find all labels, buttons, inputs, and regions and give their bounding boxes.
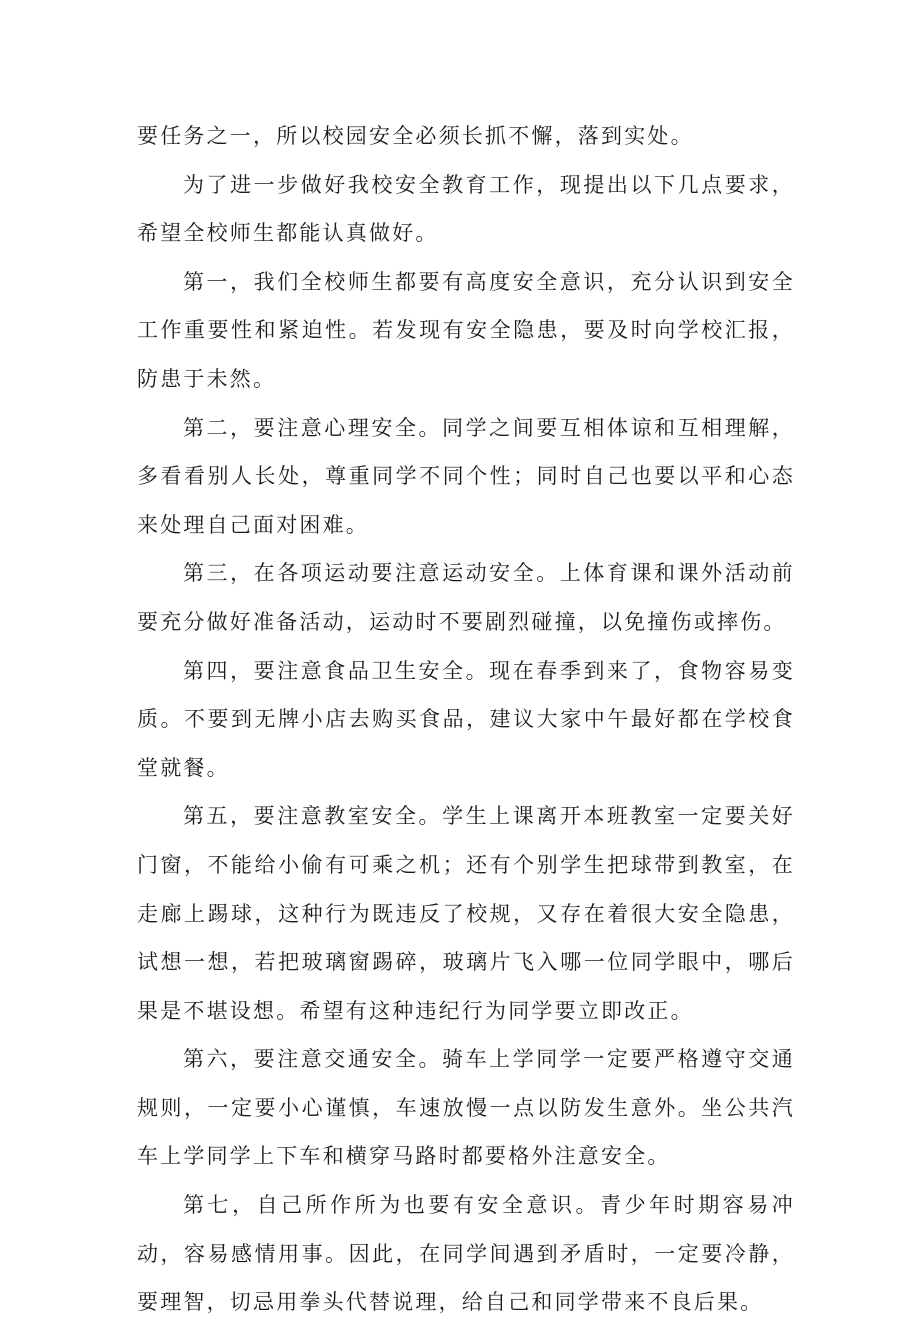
paragraph-item-4: 第四，要注意食品卫生安全。现在春季到来了，食物容易变质。不要到无牌小店去购买食品，建议大家中午最好都在学校食堂就餐。 [137,658,795,780]
paragraph-item-2: 第二，要注意心理安全。同学之间要互相体谅和互相理解，多看看别人长处，尊重同学不同个性；同时自己也要以平和心态来处理自己面对困难。 [137,415,795,537]
paragraph-item-1: 第一，我们全校师生都要有高度安全意识，充分认识到安全工作重要性和紧迫性。若发现有安全隐患，要及时向学校汇报，防患于未然。 [137,269,795,391]
paragraph-item-7: 第七，自己所作所为也要有安全意识。青少年时期容易冲动，容易感情用事。因此，在同学间遇到矛盾时，一定要冷静，要理智，切忌用拳头代替说理，给自己和同学带来不良后果。 [137,1193,795,1315]
paragraph-continuation: 要任务之一，所以校园安全必须长抓不懈，落到实处。 [137,124,694,148]
paragraph-item-3: 第三，在各项运动要注意运动安全。上体育课和课外活动前要充分做好准备活动，运动时不要剧烈碰撞，以免撞伤或摔伤。 [137,561,795,634]
paragraph-intro: 为了进一步做好我校安全教育工作，现提出以下几点要求，希望全校师生都能认真做好。 [137,172,795,246]
paragraph-item-5: 第五，要注意教室安全。学生上课离开本班教室一定要关好门窗，不能给小偷有可乘之机；还有个别学生把球带到教室，在走廊上踢球，这种行为既违反了校规，又存在着很大安全隐患，试想一想，若把玻璃窗踢碎，玻璃片飞入哪一位同学眼中，哪后果是不堪设想。希望有这种违纪行为同学要立即改正。 [137,804,795,1023]
paragraph-item-6: 第六，要注意交通安全。骑车上学同学一定要严格遵守交通规则，一定要小心谨慎，车速放慢一点以防发生意外。坐公共汽车上学同学上下车和横穿马路时都要格外注意安全。 [137,1047,795,1169]
document-body [137,112,795,1327]
